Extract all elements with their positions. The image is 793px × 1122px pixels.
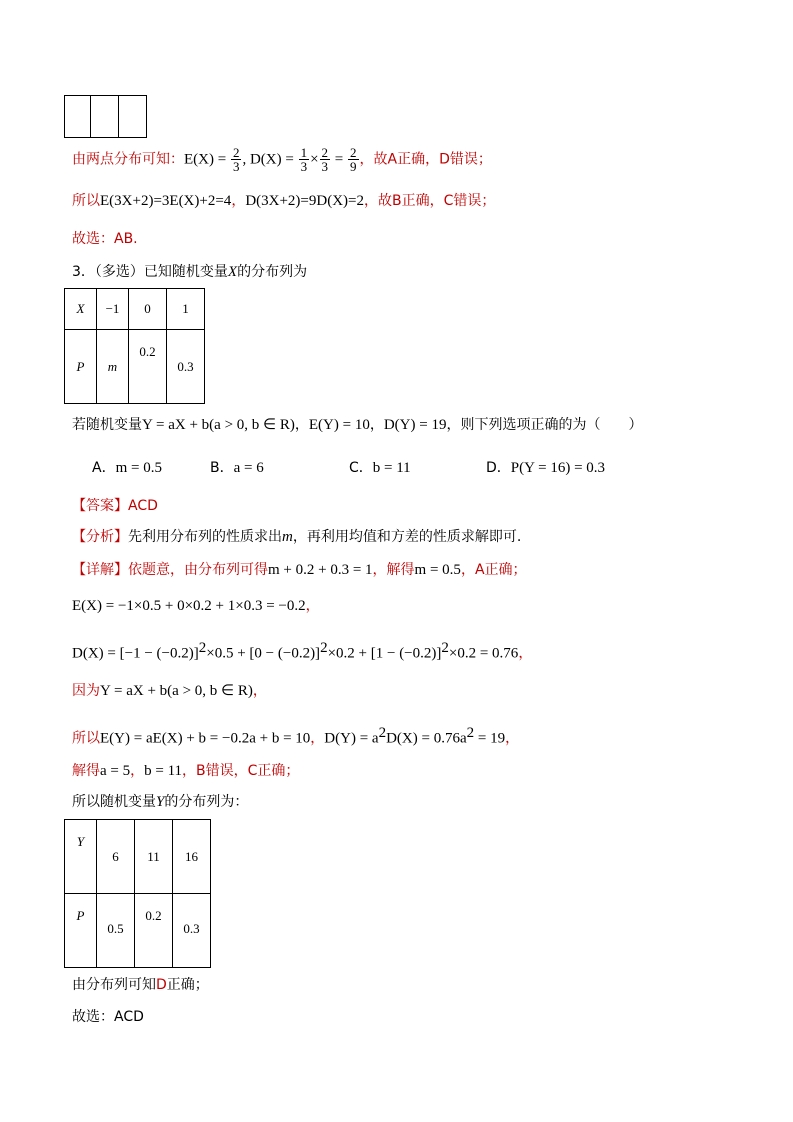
text: ，故 [359,151,388,168]
text: ， [310,730,325,747]
math: E(Y) = aE(X) + b = −0.2a + b = 10 [100,730,311,747]
table-cell: 0.2 [135,894,173,968]
text: 由分布列可知 [72,977,156,993]
fraction: $\frac{2}{3}$ [321,145,329,174]
table-cell: P [65,330,97,404]
text: 正确， [401,193,444,209]
table-cell [65,96,91,138]
text: 所以 [72,730,100,747]
table-cell: 0.3 [167,330,205,404]
math: [−1 − (−0.2)] [119,645,199,662]
text: 若随机变量 [72,417,142,433]
two-point-distribution-line [72,146,492,173]
table-cell: X [65,289,97,330]
text: ， [505,730,520,747]
text: 错误； [453,193,496,209]
math: a = 5 [100,763,131,779]
question-number: 3． [72,264,95,280]
option-b[interactable] [210,458,264,478]
final-conclusion-line [72,975,209,995]
table-cell: 11 [135,820,173,894]
fraction: $\frac{2}{3}$ [232,145,240,174]
expectation-x-line [72,596,320,616]
answer-tag: 【答案】 [72,498,128,514]
option-ref: B [196,763,206,779]
option-ref: D [439,151,450,168]
variable: X [227,264,238,280]
fraction: $\frac{2}{9}$ [350,145,357,174]
text: 错误； [449,151,492,168]
math: D(3X+2)=9D(X)=2 [245,193,365,209]
text: ， [182,763,197,779]
text: ，故 [364,193,393,209]
text: 的分布列为： [164,794,249,810]
math: E(X) = [184,151,230,168]
exponent: 2 [441,640,449,656]
because-line [72,681,267,701]
table-cell: P [65,894,97,968]
text: 正确； [484,562,527,578]
text: 由两点分布可知： [72,151,184,168]
exponent: 2 [378,725,387,741]
answer-line [72,496,158,516]
distribution-y-intro [72,792,248,812]
table-cell [119,96,147,138]
option-d[interactable] [486,458,605,478]
option-ref: A [474,562,485,578]
option-label: B． [210,460,234,476]
text: ， [231,193,246,209]
text: ， [294,417,309,433]
option-a[interactable] [92,458,162,478]
text: ，解得 [372,562,415,578]
fraction: $\frac{1}{3}$ [300,145,308,174]
text: ，则下列选项正确的为（ ） [446,417,643,433]
math: [1 − (−0.2)] [370,645,442,662]
table-cell: 0.3 [173,894,211,968]
text: 正确， [397,151,440,168]
expectation-variance-line [72,191,495,211]
option-c[interactable] [349,458,411,478]
expectation-variance-y-line [72,723,519,749]
math: E(X) = −1×0.5 + 0×0.2 + 1×0.3 = −0.2 [72,598,306,614]
solve-line [72,761,299,781]
table-cell: 6 [97,820,135,894]
table-cell: 0.2 [129,330,167,404]
math: m + 0.2 + 0.3 = 1 [268,562,373,578]
distribution-table-y [64,819,211,968]
exponent: 2 [198,640,207,656]
table-cell: 0.5 [97,894,135,968]
option-label: D． [486,460,511,476]
analysis-line [72,527,521,547]
text: ， [518,645,533,662]
option-ref: C [443,193,454,209]
table-cell: Y [65,820,97,894]
text: ， [305,598,320,614]
math: E(3X+2)=3E(X)+2=4 [100,193,232,209]
math: m = 0.5 [414,562,461,578]
table-cell: −1 [97,289,129,330]
table-cell [91,96,119,138]
final-choice-line [72,1007,144,1027]
exponent: 2 [320,640,328,656]
math: [0 − (−0.2)] [249,645,321,662]
math: E(Y) = 10 [308,417,370,433]
math: ×0.2 + [327,645,371,662]
text: ， [252,683,267,699]
answer-value: ACD [128,498,158,514]
math: P(Y = 16) = 0.3 [510,460,606,476]
option-label: A． [92,460,116,476]
text: 所以 [72,193,100,209]
text: ， [460,562,475,578]
variance-x-line [72,638,532,664]
math: b = 11 [372,460,411,476]
math: m = 0.5 [115,460,162,476]
math: Y = aX + b(a > 0, b ∈ R) [100,683,253,699]
text: 的分布列为 [237,264,308,280]
math: = [331,151,348,168]
table-cell: 1 [167,289,205,330]
math: a = 6 [233,460,264,476]
text: 正确； [166,977,209,993]
text: 错误， [205,763,248,779]
text: （多选）已知随机变量 [94,264,228,280]
math: × [310,151,319,168]
math: D(X) = 0.76a [386,730,467,747]
math: , D(X) = [242,151,298,168]
text: 因为 [72,683,100,699]
math: ×0.2 = 0.76 [448,645,519,662]
table-cell: 16 [173,820,211,894]
text: 故选： [72,231,114,247]
choice-line [72,229,138,249]
question-stem [72,262,307,282]
math: D(Y) = a [324,730,379,747]
text: ， [130,763,145,779]
detail-line [72,560,527,580]
math: D(Y) = 19 [383,417,447,433]
distribution-table-x [64,288,205,404]
analysis-tag: 【分析】 [72,529,128,545]
table-cell: 0 [129,289,167,330]
text: 正确； [257,763,300,779]
variable: Y [156,794,165,810]
detail-tag: 【详解】 [72,562,128,578]
math: Y = aX + b(a > 0, b ∈ R) [142,417,295,433]
condition-line [72,415,642,435]
math: D(X) = [72,645,120,662]
top-empty-table [64,95,147,138]
text: 所以随机变量 [72,794,156,810]
text: 依题意，由分布列可得 [128,562,268,578]
option-ref: C [247,763,258,779]
option-ref: B [392,193,402,209]
table-cell: m [97,330,129,404]
answer: AB. [114,231,138,247]
text: 故选： [72,1009,114,1025]
text: 解得 [72,763,100,779]
math: = 19 [474,730,506,747]
variable: m [282,529,293,545]
text: ， [369,417,384,433]
text: ，再利用均值和方差的性质求解即可. [292,529,522,545]
text: 先利用分布列的性质求出 [128,529,282,545]
math: b = 11 [144,763,183,779]
option-label: C． [349,460,373,476]
math: ×0.5 + [206,645,250,662]
option-ref: A [387,151,398,168]
answer: ACD [114,1009,144,1025]
exponent: 2 [466,725,475,741]
option-ref: D [156,977,167,993]
